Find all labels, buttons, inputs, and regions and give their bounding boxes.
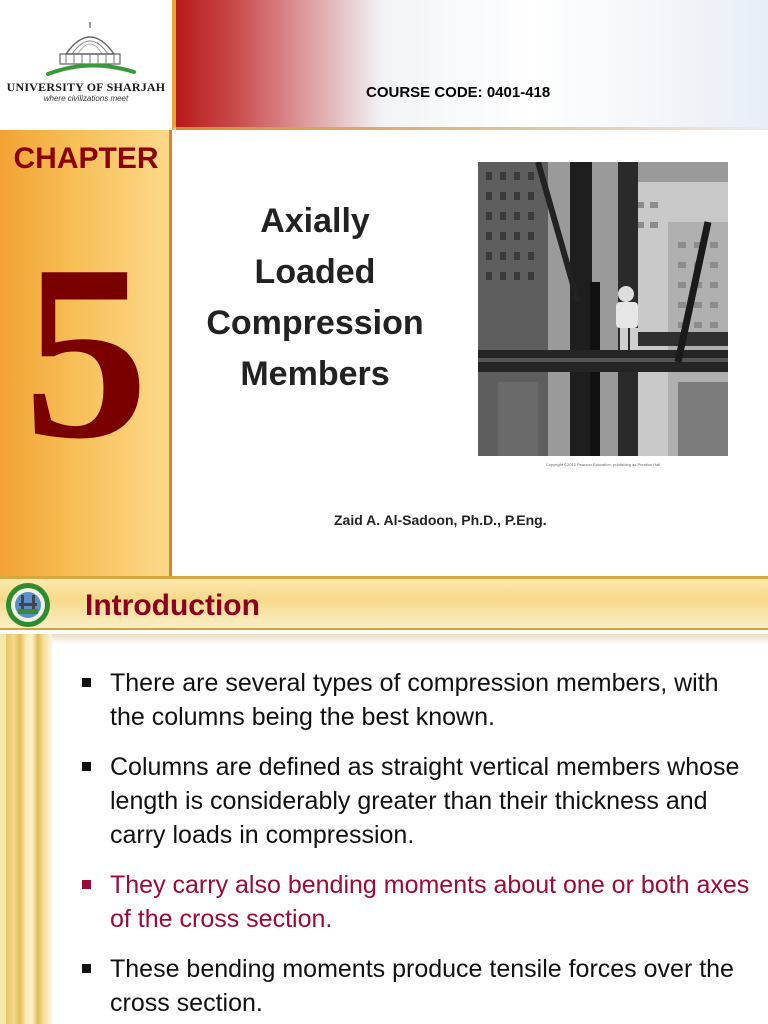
bullet-item-3: They carry also bending moments about one or both axes of the cross section.	[78, 868, 758, 936]
title-line-3: Compression	[206, 304, 424, 342]
slide-title	[190, 196, 440, 400]
college-seal-icon	[4, 581, 52, 629]
decorative-stripes	[0, 634, 52, 1024]
title-line-1: Axially	[260, 202, 370, 240]
course-code: COURSE CODE: 0401-418	[366, 84, 551, 101]
title-bar	[0, 576, 768, 630]
introduction-slide	[0, 576, 768, 1024]
photo-caption: Copyright ©2012 Pearson Education, publishing as Prentice Hall	[545, 462, 661, 467]
bullet-item-4: These bending moments produce tensile forces over the cross section.	[78, 952, 758, 1020]
chapter-label: CHAPTER	[13, 142, 159, 175]
construction-photo	[478, 162, 728, 456]
title-line-2: Loaded	[254, 253, 376, 291]
bullet-item-1: There are several types of compression members, with the columns being the best known.	[78, 666, 758, 734]
title-bar-shadow	[0, 634, 768, 644]
dome-logo-icon	[44, 18, 136, 82]
university-logo	[0, 0, 172, 130]
header-band	[172, 0, 768, 130]
bullet-item-2: Columns are defined as straight vertical members whose length is considerably greater than their thickness and carry loads in compression.	[78, 750, 758, 852]
steel-frame-photo-icon	[478, 162, 728, 456]
chapter-number: 5	[23, 214, 149, 491]
author-name: Zaid A. Al-Sadoon, Ph.D., P.Eng.	[334, 512, 547, 528]
section-title: Introduction	[85, 589, 260, 622]
university-name: UNIVERSITY OF SHARJAH	[6, 80, 166, 94]
title-line-4: Members	[240, 355, 390, 393]
university-tagline: where civilizations meet	[43, 94, 129, 103]
bullet-list	[78, 666, 758, 1024]
